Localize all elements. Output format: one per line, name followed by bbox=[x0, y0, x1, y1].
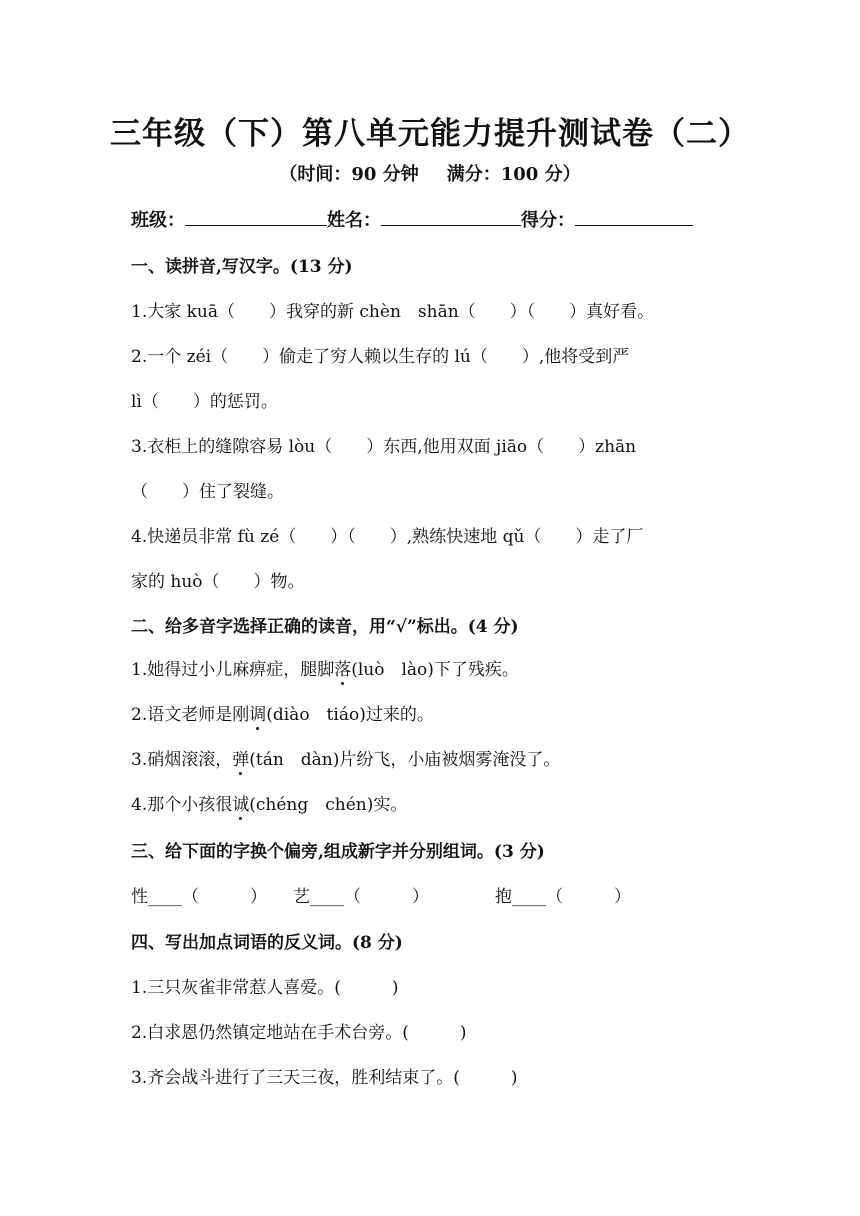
section-1-title: 一、读拼音,写汉字。(13 分) bbox=[131, 257, 353, 277]
exam-subtitle bbox=[0, 160, 860, 186]
s2-q1-text: 1.她得过小儿麻痹症，腿脚 bbox=[131, 660, 335, 680]
s2-q2-options: (diào tiáo)过来的。 bbox=[266, 705, 434, 725]
section-3-title: 三、给下面的字换个偏旁,组成新字并分别组词。(3 分) bbox=[131, 842, 545, 862]
s2-question-2 bbox=[131, 700, 731, 725]
s3-items-row bbox=[131, 882, 731, 907]
exam-full-score: 满分：100 分） bbox=[446, 164, 581, 185]
s2-question-1 bbox=[131, 655, 731, 680]
s2-q3-dotted-char: 弹 bbox=[232, 750, 250, 770]
s2-q3-options: (tán dàn)片纷飞，小庙被烟雾淹没了。 bbox=[249, 750, 561, 770]
s2-q2-text: 2.语文老师是刚 bbox=[131, 705, 250, 725]
s1-question-2a: 2.一个 zéi（ ）偷走了穷人赖以生存的 lú（ ）,他将受到严 bbox=[131, 347, 630, 367]
s2-q4-options: (chéng chén)实。 bbox=[249, 795, 408, 815]
s2-q3-text: 3.硝烟滚滚， bbox=[131, 750, 233, 770]
student-info-row bbox=[131, 206, 731, 232]
s1-question-1: 1.大家 kuā（ ）我穿的新 chèn shān（ ）（ ）真好看。 bbox=[131, 302, 655, 322]
s3-item-3: 抱____（ ） bbox=[495, 887, 631, 907]
s1-question-4b: 家的 huò（ ）物。 bbox=[131, 572, 305, 592]
s2-q1-options: (luò lào)下了残疾。 bbox=[351, 660, 519, 680]
score-blank[interactable] bbox=[575, 207, 693, 226]
s2-q4-dotted-char: 诚 bbox=[232, 795, 250, 815]
score-label: 得分： bbox=[521, 210, 575, 231]
s4-question-1: 1.三只灰雀非常惹人喜爱。( ) bbox=[131, 978, 399, 998]
s4-question-2: 2.白求恩仍然镇定地站在手术台旁。( ) bbox=[131, 1023, 467, 1043]
section-4-title: 四、写出加点词语的反义词。(8 分) bbox=[131, 933, 403, 953]
name-label: 姓名： bbox=[327, 210, 381, 231]
s2-question-3 bbox=[131, 745, 731, 770]
s3-item-2: 艺____（ ） bbox=[293, 887, 429, 907]
class-blank[interactable] bbox=[185, 207, 327, 226]
class-label: 班级： bbox=[131, 210, 185, 231]
exam-title: 三年级（下）第八单元能力提升测试卷（二） bbox=[110, 116, 750, 152]
s4-question-3: 3.齐会战斗进行了三天三夜，胜利结束了。( ) bbox=[131, 1068, 518, 1088]
section-2-title: 二、给多音字选择正确的读音，用“√”标出。(4 分) bbox=[131, 617, 519, 637]
exam-time: （时间：90 分钟 bbox=[279, 164, 419, 185]
s2-q4-text: 4.那个小孩很 bbox=[131, 795, 233, 815]
s3-item-1: 性____（ ） bbox=[131, 887, 267, 907]
name-blank[interactable] bbox=[381, 207, 521, 226]
s1-question-4a: 4.快递员非常 fù zé（ ）（ ）,熟练快速地 qǔ（ ）走了厂 bbox=[131, 527, 644, 547]
s2-q2-dotted-char: 调 bbox=[249, 705, 267, 725]
s1-question-2b: lì（ ）的惩罚。 bbox=[131, 392, 278, 412]
s2-q1-dotted-char: 落 bbox=[334, 660, 352, 680]
s1-question-3a: 3.衣柜上的缝隙容易 lòu（ ）东西,他用双面 jiāo（ ）zhān bbox=[131, 437, 637, 457]
s1-question-3b: （ ）住了裂缝。 bbox=[131, 482, 284, 502]
s2-question-4 bbox=[131, 790, 731, 815]
